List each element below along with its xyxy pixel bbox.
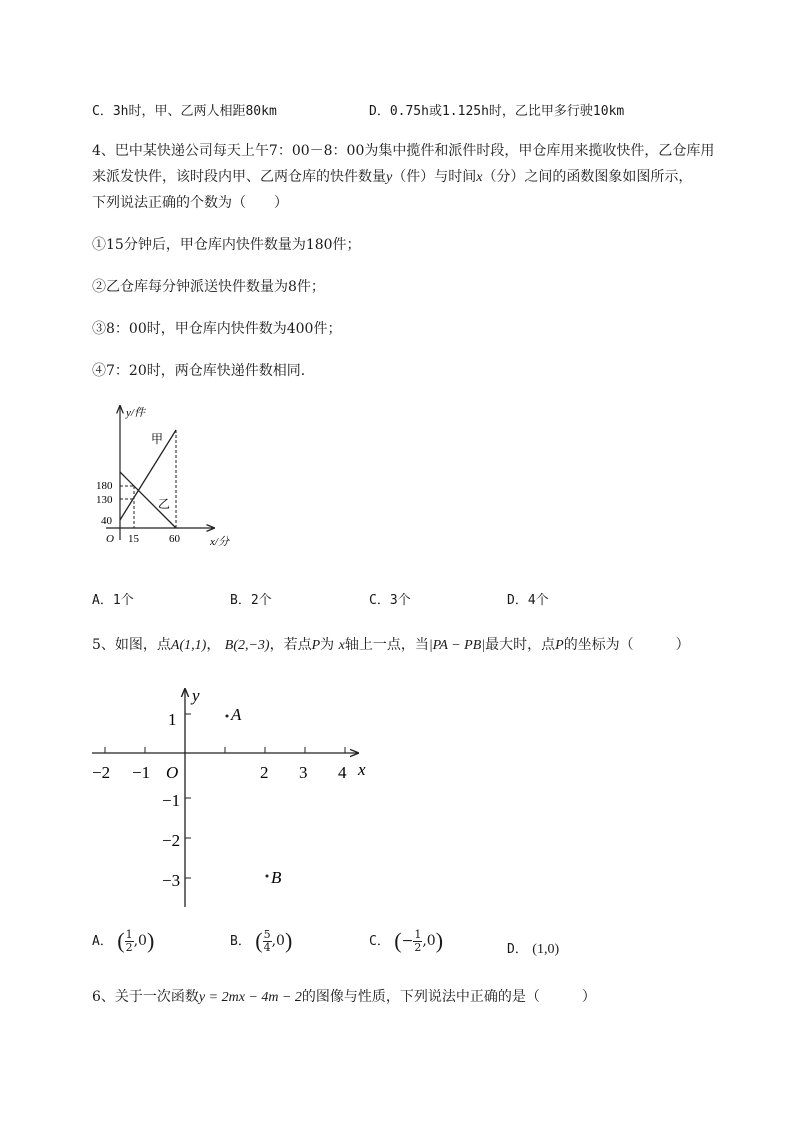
q4-graph	[88, 400, 248, 550]
option-d-value: (1,0)	[532, 942, 560, 957]
q4-x-label: x/分	[210, 536, 229, 548]
q5-graph	[88, 685, 388, 913]
q4-label-jia: 甲	[151, 432, 164, 446]
q4-xtick-15: 15	[128, 533, 139, 545]
var-y: y	[386, 170, 393, 185]
q5-point-a-label: A	[231, 705, 242, 724]
paren-right: )	[435, 928, 444, 953]
q5-ytick-neg2: −2	[162, 831, 181, 850]
point-b-coord: B(2,−3)	[224, 638, 270, 653]
q4-label-yi: 乙	[158, 497, 171, 511]
q3-option-d: D．0.75h或1.125h时，乙比甲多行驶10km	[369, 104, 625, 119]
q4-statement-4: ④7：20时，两仓库快递件数相同．	[92, 363, 315, 379]
q4-statement-1: ①15分钟后，甲仓库内快件数量为180件；	[92, 237, 361, 253]
q4-ytick-180: 180	[96, 480, 113, 492]
q6-stem: 6、关于一次函数y = 2mx − 4m − 2的图像与性质，下列说法中正确的是（ ）	[92, 989, 596, 1005]
q5-xtick-3: 3	[299, 763, 308, 782]
fraction: $\frac{1}{2}$	[125, 927, 133, 954]
q5-option-c: C． (− $\frac{1}{2}$ ,0)	[369, 927, 444, 954]
q5-point-b-label: B	[271, 868, 282, 887]
q5-option-d: D． (1,0)	[507, 942, 560, 957]
q4-y-label: y/件	[126, 407, 145, 419]
q5-y-label: y	[192, 686, 200, 705]
q5-option-b: B． ( $\frac{5}{4}$ ,0)	[230, 927, 293, 954]
var-x: x	[476, 170, 483, 185]
q5-origin: O	[166, 763, 179, 782]
q5-point-a-dot	[226, 715, 229, 718]
q5-stem: 5、如图，点A(1,1)， B(2,−3)，若点P为 x轴上一点，当|PA − PB|最大时，点P的坐标为（ ）	[92, 637, 690, 653]
q5-ytick-1: 1	[168, 710, 177, 729]
q4-statement-3: ③8：00时，甲仓库内快件数为400件；	[92, 321, 342, 337]
q5-ytick-neg3: −3	[162, 871, 181, 890]
q5-xtick-4: 4	[338, 763, 347, 782]
paren-right: )	[146, 928, 155, 953]
q5-option-a: A． ( $\frac{1}{2}$ ,0)	[92, 927, 155, 954]
q5-xtick-neg2: −2	[92, 763, 111, 782]
q4-statement-2: ②乙仓库每分钟派送快件数量为8件；	[92, 279, 325, 295]
fraction: $\frac{5}{4}$	[263, 927, 271, 954]
abs-expression: |PA − PB|	[428, 638, 486, 653]
point-a-coord: A(1,1)	[170, 638, 207, 653]
q4-option-b: B．2个	[230, 593, 272, 608]
q4-ytick-130: 130	[96, 494, 113, 506]
q5-xtick-neg1: −1	[132, 763, 151, 782]
q4-option-c: C．3个	[369, 593, 411, 608]
q4-xtick-60: 60	[169, 533, 180, 545]
paren-left: (	[394, 928, 402, 953]
q4-option-d: D．4个	[507, 593, 549, 608]
q3-option-c: C．3h时，甲、乙两人相距80km	[92, 104, 277, 119]
paren-left: (	[255, 928, 263, 953]
fraction: $\frac{1}{2}$	[414, 927, 422, 954]
paren-left: (	[117, 928, 125, 953]
q4-stem-line3: 下列说法正确的个数为（ ）	[92, 195, 288, 211]
paren-right: )	[284, 928, 293, 953]
q4-stem-line1: 4、巴中某快递公司每天上午7：00－8：00为集中揽件和派件时段，甲仓库用来揽收快件，乙仓库用	[92, 143, 715, 159]
function-formula: y = 2mx − 4m − 2	[198, 990, 302, 1005]
q5-point-b-dot	[266, 875, 269, 878]
q4-origin: O	[106, 533, 114, 545]
q5-xtick-2: 2	[260, 763, 269, 782]
q5-ytick-neg1: −1	[162, 791, 181, 810]
q4-option-a: A．1个	[92, 593, 134, 608]
q4-ytick-40: 40	[101, 515, 112, 527]
q5-x-label: x	[358, 760, 366, 779]
q4-stem-line2: 来派发快件，该时段内甲、乙两仓库的快件数量y（件）与时间x（分）之间的函数图象如图所示，	[92, 169, 693, 185]
